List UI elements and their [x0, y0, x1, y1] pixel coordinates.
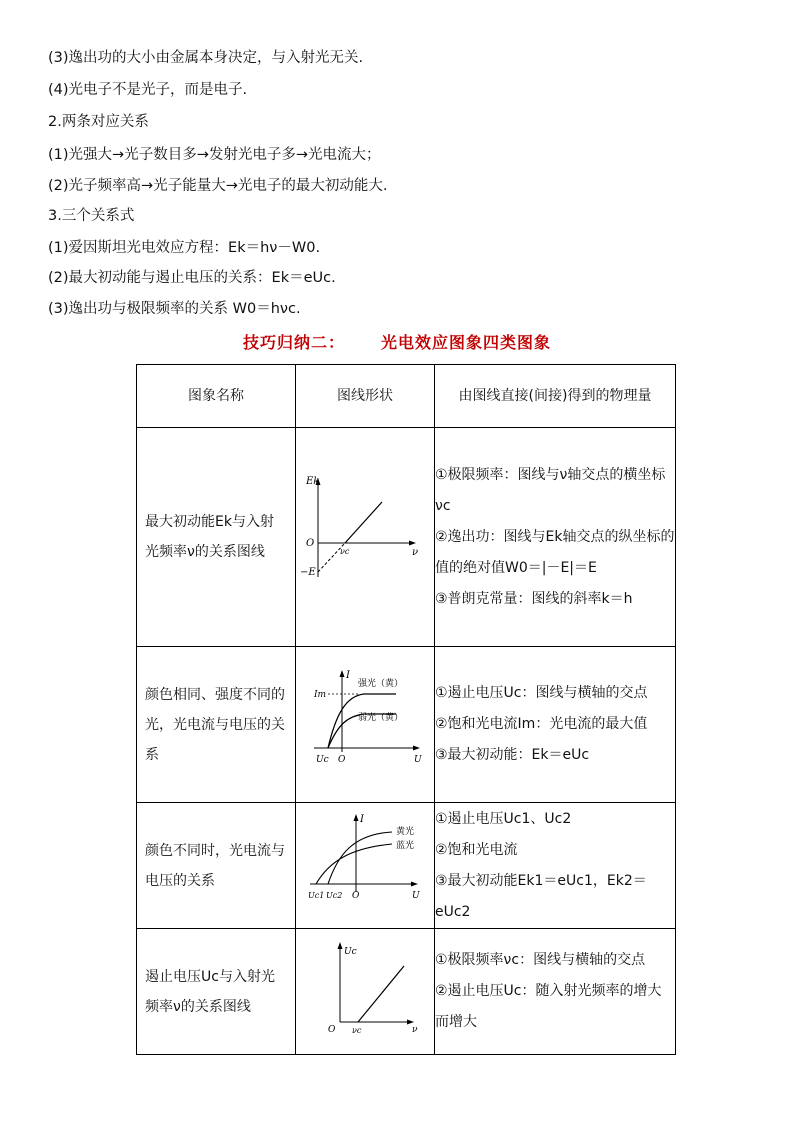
header-cell: 图线形状: [296, 365, 435, 428]
tick-label: Uc: [316, 755, 329, 765]
property-list: [435, 647, 676, 803]
tick-label: νc: [352, 1026, 362, 1035]
table-header-row: [137, 365, 676, 428]
table-row: [137, 803, 676, 929]
yellow-light-curve: [316, 844, 392, 884]
y-arrow: [340, 670, 345, 677]
graph-name: 颜色相同、强度不同的光，光电流与电压的关系: [145, 686, 285, 763]
ek-frequency-graph: [300, 472, 430, 592]
tick-label: −E: [300, 566, 316, 578]
current-voltage-intensity-graph: [300, 664, 430, 774]
property-item: ②饱和光电流: [435, 841, 518, 858]
axis-label: I: [346, 670, 350, 681]
text-line: (3)逸出功的大小由金属本身决定，与入射光无关.: [48, 50, 364, 66]
property-item: ①极限频率νc：图线与横轴的交点: [435, 952, 646, 968]
blue-light-curve: [328, 832, 392, 884]
text-line: (1)光强大→光子数目多→发射光电子多→光电流大；: [48, 147, 381, 163]
property-item: ①极限频率：图线与ν轴交点的横坐标νc: [435, 466, 666, 514]
text-line: (2)光子频率高→光子能量大→光电子的最大初动能大.: [48, 178, 388, 194]
property-item: ③最大初动能Ek1＝eUc1，Ek2＝eUc2: [435, 872, 647, 920]
header-cell: 由图线直接(间接)得到的物理量: [435, 365, 676, 428]
x-arrow: [411, 882, 418, 887]
axis-label: ν: [412, 546, 419, 558]
property-list: [435, 929, 676, 1055]
property-item: ②饱和光电流Im：光电流的最大值: [435, 716, 648, 732]
property-item: ②遏止电压Uc：随入射光频率的增大而增大: [435, 983, 662, 1030]
tick-label: Im: [314, 690, 327, 700]
axis-label: Uc: [344, 947, 357, 957]
y-arrow: [338, 942, 343, 949]
tick-label: Uc1: [308, 891, 325, 900]
axis-label: ν: [412, 1025, 418, 1035]
table-row: [137, 929, 676, 1055]
text-line: (3)逸出功与极限频率的关系 W0＝hνc.: [48, 301, 301, 317]
section-title: 2.两条对应关系: [48, 114, 149, 130]
series-label: 弱光（黄）: [358, 713, 404, 723]
heading-title: 光电效应图象四类图象: [381, 333, 552, 352]
graph-name: 遏止电压Uc与入射光频率ν的关系图线: [145, 968, 275, 1015]
axis-label: U: [412, 891, 420, 901]
series-label: 强光（黄）: [358, 679, 404, 689]
table-row: [137, 647, 676, 803]
section-title: 3.三个关系式: [48, 208, 135, 224]
graph-line: [358, 966, 404, 1022]
y-arrow: [354, 814, 359, 821]
series-label: 蓝光: [396, 841, 415, 851]
heading-label: 技巧归纳二：: [242, 333, 345, 352]
property-item: ③最大初动能：Ek＝eUc: [435, 747, 590, 763]
header-cell: 图象名称: [137, 365, 296, 428]
table-row: [137, 428, 676, 647]
property-item: ③普朗克常量：图线的斜率k＝h: [435, 590, 633, 607]
origin-label: O: [306, 537, 315, 549]
section-heading: [0, 330, 794, 353]
property-item: ①遏止电压Uc1、Uc2: [435, 810, 572, 827]
axis-label: Ek: [306, 475, 320, 487]
origin-label: O: [338, 755, 346, 765]
graph-line: [345, 502, 382, 543]
text-line: (4)光电子不是光子，而是电子.: [48, 82, 248, 98]
x-arrow: [409, 540, 416, 545]
graph-name: 颜色不同时，光电流与电压的关系: [145, 842, 285, 889]
tick-label: νc: [340, 546, 350, 556]
axis-label: I: [360, 814, 364, 825]
x-arrow: [413, 746, 420, 751]
x-arrow: [407, 1020, 414, 1025]
graph-table: [136, 364, 676, 1055]
series-label: 黄光: [396, 827, 415, 837]
current-voltage-color-graph: [300, 810, 430, 910]
property-item: ①遏止电压Uc：图线与横轴的交点: [435, 685, 648, 701]
stopping-voltage-frequency-graph: [300, 936, 430, 1036]
origin-label: O: [328, 1025, 336, 1035]
text-line: (1)爱因斯坦光电效应方程：Ek＝hν－W0.: [48, 240, 321, 256]
property-item: ②逸出功：图线与Ek轴交点的纵坐标的值的绝对值W0＝|－E|＝E: [435, 528, 675, 576]
graph-name: 最大初动能Ek与入射光频率ν的关系图线: [145, 514, 274, 560]
text-line: (2)最大初动能与遏止电压的关系：Ek＝eUc.: [48, 270, 336, 286]
origin-label: O: [352, 891, 360, 901]
axis-label: U: [414, 755, 422, 765]
property-list: [435, 428, 676, 647]
tick-label: Uc2: [326, 891, 343, 900]
property-list: [435, 803, 676, 929]
